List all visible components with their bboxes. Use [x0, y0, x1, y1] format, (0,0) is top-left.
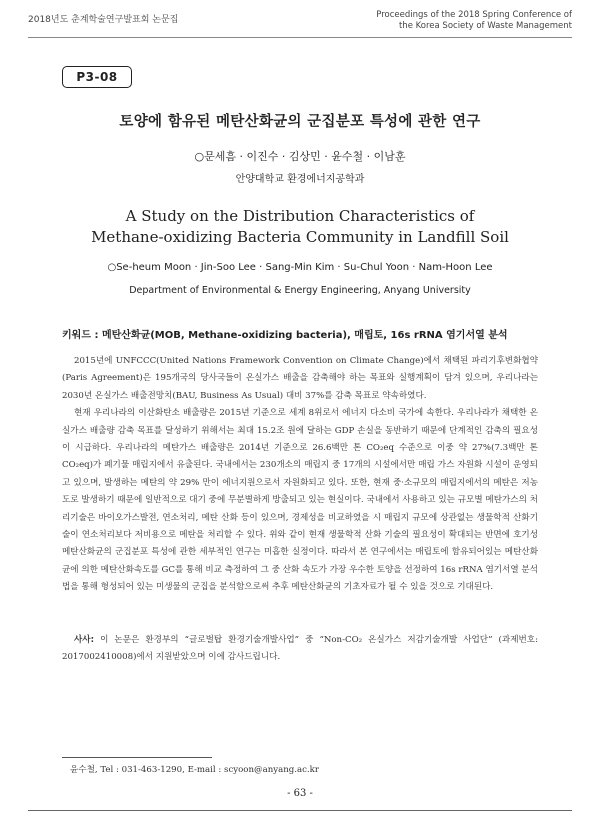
- footer-divider: [28, 810, 572, 811]
- corresponding-author-footnote: 윤수철, Tel : 031-463-1290, E-mail : scyoon@anyang.ac.kr: [70, 765, 319, 775]
- paper-id-badge: P3-08: [62, 66, 132, 88]
- paper-title-english-line1: A Study on the Distribution Characteristics of: [125, 207, 475, 225]
- footnote-divider: [62, 757, 212, 758]
- authors-english: ○Se-heum Moon · Jin-Soo Lee · Sang-Min Kim · Su-Chul Yoon · Nam-Hoon Lee: [107, 262, 493, 273]
- affiliation-korean: 안양대학교 환경에너지공학과: [235, 174, 365, 185]
- acknowledgment-label: 사사:: [74, 635, 95, 645]
- page-number: - 63 -: [287, 788, 313, 799]
- paper-title-english: [0, 206, 600, 248]
- running-header-right-line2: the Korea Society of Waste Management: [398, 21, 572, 31]
- body-paragraph: 현재 우리나라의 이산화탄소 배출량은 2015년 기준으로 세계 8위로서 에너지 다소비 국가에 속한다. 우리나라가 채택한 온실가스 배출량 감축 목표를 달성하기 위해서는 최대 15.2조 원에 달하는 GDP 손실을 동반하기 때문에 단계적인 감축의 필요성이 시급하다. 우리나라의 메탄가스 배출량은 2014년 기준으로 26.6백만 톤 CO₂eq 수준으로 이중 약 27%(7.3백만 톤 CO₂eq)가 폐기물 매립지에서 유출된다. 국내에서는 230개소의 매립지 중 17개의 시설에서만 매립 가스 자원화 시설이 운영되고 있으며, 발생하는 메탄의 약 29% 만이 에너지원으로서 자원화되고 있다. 또한, 현재 중·소규모의 매립지에서의 메탄은 저농도로 발생하기 때문에 일반적으로 대기 중에 무분별하게 방출되고 있는 현실이다. 국내에서 사용하고 있는 규모별 메탄가스의 처리기술은 바이오가스발전, 연소처리, 메탄 산화 등이 있으며, 경제성을 비교하였을 시 매립지 규모에 상관없는 생물학적 산화기술이 연소처리보다 저비용으로 메탄을 처리할 수 있다. 위와 같이 현재 생물학적 산화 기술의 필요성이 확대되는 반면에 호기성 메탄산화균의 군집분포 특성에 관한 세부적인 연구는 미흡한 실정이다. 따라서 본 연구에서는 매립토에 함유되어있는 메탄산화균에 의한 메탄산화속도를 GC를 통해 비교 측정하여 그 중 산화 속도가 가장 우수한 토양을 선정하여 16s rRNA 염기서열 분석법을 통해 형성되어 있는 미생물의 군집을 분석함으로써 추후 메탄산화균의 기초자료가 될 수 있을 것으로 기대된다.: [62, 408, 538, 593]
- header-divider: [28, 37, 572, 38]
- paper-title-korean: 토양에 함유된 메탄산화균의 군집분포 특성에 관한 연구: [119, 114, 481, 130]
- running-header-right: [312, 10, 572, 32]
- running-header-right-line1: Proceedings of the 2018 Spring Conference of: [376, 10, 572, 20]
- body-paragraph: 2015년에 UNFCCC(United Nations Framework Convention on Climate Change)에서 채택된 파리기후변화협약(Paris Agreement)은 195개국의 당사국들이 온실가스 배출을 감축해야 하는 목표와 실행계획이 담겨 있으며, 우리나라는 2030년 온실가스 배출전망치(BAU, Business As Usual) 대비 37%를 감축 목표로 약속하였다.: [62, 356, 538, 401]
- acknowledgment-paragraph: [62, 632, 538, 667]
- affiliation-english: Department of Environmental & Energy Engineering, Anyang University: [129, 285, 471, 296]
- acknowledgment-text: 이 논문은 환경부의 “글로벌탑 환경기술개발사업” 중 “Non-CO₂ 온실가스 저감기술개발 사업단” (과제번호: 2017002410008)에서 지원받았으며 이에 감사드립니다.: [62, 635, 538, 663]
- authors-korean: ○문세흠 · 이진수 · 김상민 · 윤수철 · 이남훈: [194, 150, 406, 163]
- keywords-line: 키워드 : 메탄산화균(MOB, Methane-oxidizing bacteria), 매립토, 16s rRNA 염기서열 분석: [62, 330, 508, 341]
- abstract-body: [62, 353, 538, 597]
- running-header-left: 2018년도 춘계학술연구발표회 논문집: [28, 15, 179, 25]
- acknowledgment: [62, 632, 538, 667]
- paper-title-english-line2: Methane-oxidizing Bacteria Community in Landfill Soil: [91, 228, 509, 246]
